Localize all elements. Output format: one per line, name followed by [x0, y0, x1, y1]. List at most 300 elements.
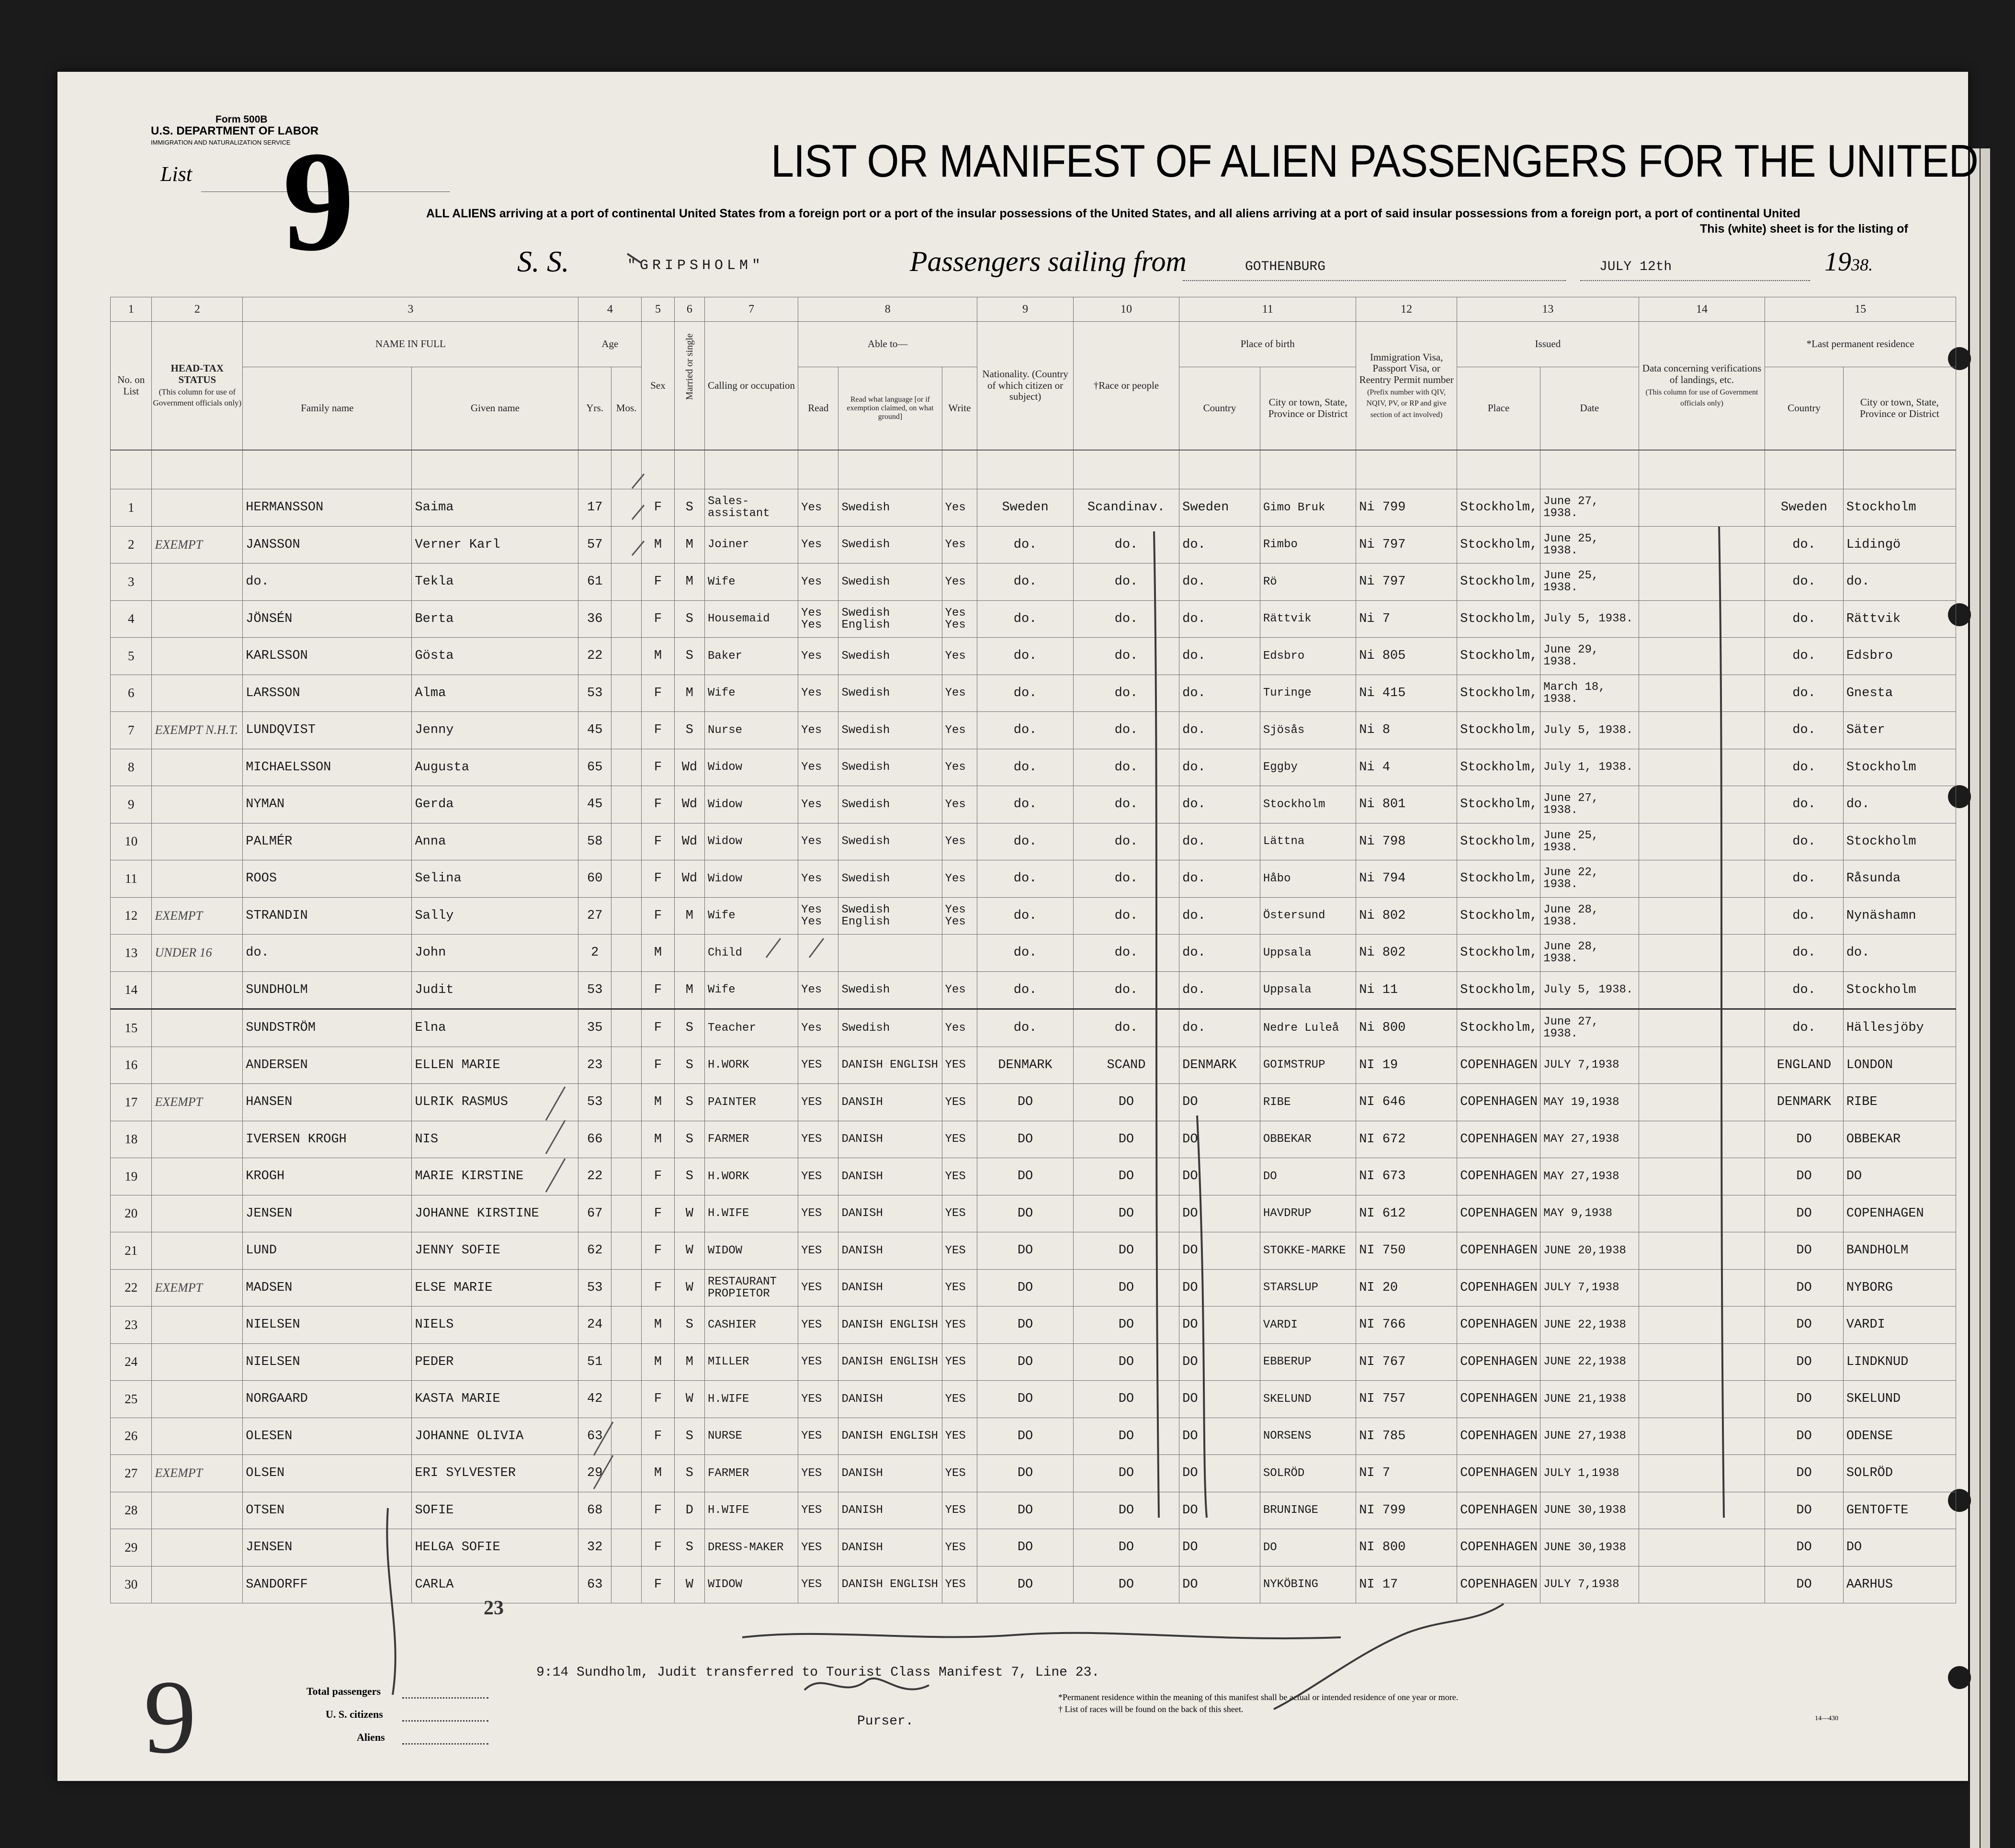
marital-status: M	[674, 526, 704, 563]
can-read: YES	[798, 1121, 838, 1158]
occupation: Wife	[705, 897, 798, 935]
can-write: Yes	[942, 749, 977, 786]
completion-scribble	[742, 1633, 1341, 1638]
issued-place: COPENHAGEN	[1457, 1566, 1540, 1603]
residence-city: RIBE	[1843, 1084, 1956, 1121]
row-number: 8	[111, 749, 152, 786]
issued-place: COPENHAGEN	[1457, 1121, 1540, 1158]
visa-number: Ni 415	[1356, 675, 1457, 712]
marital-status: S	[674, 1307, 704, 1344]
sex: F	[642, 1009, 675, 1047]
nationality: do.	[977, 786, 1073, 823]
nationality: DO	[977, 1121, 1073, 1158]
birth-country: do.	[1179, 638, 1260, 675]
race: DO	[1073, 1566, 1179, 1603]
row-number: 6	[111, 675, 152, 712]
issued-place: COPENHAGEN	[1457, 1529, 1540, 1566]
birth-country: do.	[1179, 823, 1260, 860]
purser-label: Purser.	[857, 1714, 914, 1729]
nationality: do.	[977, 823, 1073, 860]
race: do.	[1073, 600, 1179, 638]
read-language: Swedish	[838, 749, 942, 786]
race: DO	[1073, 1195, 1179, 1232]
birth-city: Gimo Bruk	[1260, 489, 1356, 527]
residence-country: Sweden	[1765, 489, 1843, 527]
row-number: 7	[111, 712, 152, 749]
residence-country: DO	[1765, 1121, 1843, 1158]
residence-city: ODENSE	[1843, 1418, 1956, 1455]
birth-city: Uppsala	[1260, 935, 1356, 972]
residence-city: LONDON	[1843, 1047, 1956, 1084]
manifest-subtitle-2: This (white) sheet is for the listing of	[1700, 222, 1908, 236]
nationality: DO	[977, 1269, 1073, 1307]
sex: F	[642, 1566, 675, 1603]
family-name: LARSSON	[243, 675, 412, 712]
header-birth-city: City or town, State, Province or District	[1260, 367, 1356, 451]
nationality: DO	[977, 1232, 1073, 1270]
marital-status: W	[674, 1381, 704, 1418]
race: DO	[1073, 1455, 1179, 1492]
transfer-note: 9:14 Sundholm, Judit transferred to Tourist Class Manifest 7, Line 23.	[536, 1665, 1100, 1680]
given-name: Gerda	[412, 786, 578, 823]
family-name: HANSEN	[243, 1084, 412, 1121]
row-number: 15	[111, 1009, 152, 1047]
read-language: Swedish	[838, 638, 942, 675]
residence-city: Stockholm	[1843, 823, 1956, 860]
visa-number: NI 767	[1356, 1343, 1457, 1381]
residence-city: do.	[1843, 935, 1956, 972]
can-read: YES	[798, 1566, 838, 1603]
can-read: Yes	[798, 563, 838, 601]
column-number: 15	[1765, 297, 1956, 322]
official-signature	[1274, 1604, 1504, 1709]
marital-status: S	[674, 712, 704, 749]
race: DO	[1073, 1307, 1179, 1344]
birth-country: do.	[1179, 526, 1260, 563]
residence-country: do.	[1765, 823, 1843, 860]
marital-status: M	[674, 1343, 704, 1381]
can-read: Yes	[798, 712, 838, 749]
birth-city: OBBEKAR	[1260, 1121, 1356, 1158]
marital-status: M	[674, 563, 704, 601]
age-years: 32	[578, 1529, 611, 1566]
birth-country: do.	[1179, 712, 1260, 749]
marital-status: S	[674, 1047, 704, 1084]
residence-country: DO	[1765, 1492, 1843, 1529]
header-family-name: Family name	[243, 367, 412, 451]
marital-status: S	[674, 638, 704, 675]
row-number: 20	[111, 1195, 152, 1232]
issued-date: MAY 27,1938	[1540, 1158, 1639, 1195]
nationality: DO	[977, 1566, 1073, 1603]
issued-place: Stockholm,	[1457, 749, 1540, 786]
total-passengers-label: Total passengers	[306, 1685, 381, 1697]
birth-city: GOIMSTRUP	[1260, 1047, 1356, 1084]
residence-country: DENMARK	[1765, 1084, 1843, 1121]
issued-date: JULY 7,1938	[1540, 1269, 1639, 1307]
residence-country: do.	[1765, 935, 1843, 972]
column-number: 8	[798, 297, 977, 322]
residence-city: SOLRÖD	[1843, 1455, 1956, 1492]
stamp-count: 23	[484, 1597, 504, 1619]
issued-place: COPENHAGEN	[1457, 1381, 1540, 1418]
given-name: CARLA	[412, 1566, 578, 1603]
birth-country: DENMARK	[1179, 1047, 1260, 1084]
nationality: DO	[977, 1455, 1073, 1492]
nationality: do.	[977, 563, 1073, 601]
can-write: YES	[942, 1195, 977, 1232]
occupation: Teacher	[705, 1009, 798, 1047]
nationality: DO	[977, 1343, 1073, 1381]
occupation: NURSE	[705, 1418, 798, 1455]
residence-country: DO	[1765, 1529, 1843, 1566]
sex: F	[642, 1269, 675, 1307]
birth-country: do.	[1179, 786, 1260, 823]
nationality: DO	[977, 1529, 1073, 1566]
residence-country: do.	[1765, 786, 1843, 823]
can-write: YES	[942, 1047, 977, 1084]
birth-country: do.	[1179, 600, 1260, 638]
issued-place: Stockholm,	[1457, 675, 1540, 712]
occupation: RESTAURANT PROPIETOR	[705, 1269, 798, 1307]
residence-city: Gnesta	[1843, 675, 1956, 712]
header-res-city: City or town, State, Province or District	[1843, 367, 1956, 451]
given-name: Gösta	[412, 638, 578, 675]
family-name: ANDERSEN	[243, 1047, 412, 1084]
residence-city: Rättvik	[1843, 600, 1956, 638]
age-years: 36	[578, 600, 611, 638]
residence-city: LINDKNUD	[1843, 1343, 1956, 1381]
residence-country: do.	[1765, 563, 1843, 601]
age-years: 53	[578, 1084, 611, 1121]
can-write: YES	[942, 1269, 977, 1307]
age-years: 24	[578, 1307, 611, 1344]
given-name: Alma	[412, 675, 578, 712]
birth-city: VARDI	[1260, 1307, 1356, 1344]
issued-date: July 5, 1938.	[1540, 600, 1639, 638]
departure-date: JULY 12th	[1599, 259, 1672, 274]
residence-city: Stockholm	[1843, 749, 1956, 786]
issued-place: Stockholm,	[1457, 638, 1540, 675]
given-name: JENNY SOFIE	[412, 1232, 578, 1270]
race: do.	[1073, 712, 1179, 749]
issued-place: Stockholm,	[1457, 786, 1540, 823]
form-number: Form 500B	[215, 114, 268, 125]
birth-city: SOLRÖD	[1260, 1455, 1356, 1492]
issued-date: JUNE 30,1938	[1540, 1529, 1639, 1566]
read-language: DANISH	[838, 1269, 942, 1307]
header-residence: *Last permanent residence	[1765, 322, 1956, 367]
occupation: WIDOW	[705, 1566, 798, 1603]
read-language: Swedish English	[838, 897, 942, 935]
visa-number: NI 766	[1356, 1307, 1457, 1344]
nationality: do.	[977, 860, 1073, 898]
vessel-prefix: S. S.	[517, 246, 569, 278]
birth-country: DO	[1179, 1269, 1260, 1307]
birth-country: DO	[1179, 1381, 1260, 1418]
list-label: List	[160, 162, 192, 186]
header-issued-place: Place	[1457, 367, 1540, 451]
residence-country: do.	[1765, 860, 1843, 898]
residence-city: Lidingö	[1843, 526, 1956, 563]
issued-date: June 25, 1938.	[1540, 526, 1639, 563]
issued-place: COPENHAGEN	[1457, 1307, 1540, 1344]
residence-country: do.	[1765, 749, 1843, 786]
header-married: Married or single	[674, 322, 704, 451]
sex: F	[642, 1529, 675, 1566]
birth-city: HAVDRUP	[1260, 1195, 1356, 1232]
occupation: FARMER	[705, 1455, 798, 1492]
nationality: DO	[977, 1158, 1073, 1195]
given-name: Tekla	[412, 563, 578, 601]
residence-country: do.	[1765, 897, 1843, 935]
row-number: 18	[111, 1121, 152, 1158]
residence-city: NYBORG	[1843, 1269, 1956, 1307]
issued-place: Stockholm,	[1457, 712, 1540, 749]
given-name: ULRIK RASMUS	[412, 1084, 578, 1121]
visa-number: NI 750	[1356, 1232, 1457, 1270]
age-years: 68	[578, 1492, 611, 1529]
visa-number: NI 800	[1356, 1529, 1457, 1566]
footnote-residence: *Permanent residence within the meaning of this manifest shall be actual or intended residence of one year or more.	[1058, 1692, 1459, 1702]
given-name: HELGA SOFIE	[412, 1529, 578, 1566]
read-language: Swedish	[838, 823, 942, 860]
residence-country: DO	[1765, 1343, 1843, 1381]
header-name-in-full: NAME IN FULL	[243, 322, 578, 367]
issued-date: JUNE 22,1938	[1540, 1307, 1639, 1344]
head-tax-status: EXEMPT N.H.T.	[152, 712, 243, 749]
nationality: DO	[977, 1381, 1073, 1418]
header-head-tax: HEAD-TAX STATUS (This column for use of Government officials only)	[152, 322, 243, 451]
header-verification: Data concerning verifications of landings, etc. (This column for use of Government officials only)	[1639, 322, 1765, 451]
manifest-title: LIST OR MANIFEST OF ALIEN PASSENGERS FOR THE UNITED	[771, 135, 1978, 187]
family-name: LUND	[243, 1232, 412, 1270]
issued-date: JUNE 27,1938	[1540, 1418, 1639, 1455]
given-name: PEDER	[412, 1343, 578, 1381]
header-place-of-birth: Place of birth	[1179, 322, 1356, 367]
visa-number: Ni 797	[1356, 526, 1457, 563]
given-name: NIS	[412, 1121, 578, 1158]
occupation: H.WIFE	[705, 1195, 798, 1232]
race: DO	[1073, 1121, 1179, 1158]
residence-country: DO	[1765, 1455, 1843, 1492]
issued-place: COPENHAGEN	[1457, 1418, 1540, 1455]
row-number: 12	[111, 897, 152, 935]
can-write: YES	[942, 1084, 977, 1121]
residence-country: DO	[1765, 1307, 1843, 1344]
purser-signature	[804, 1679, 929, 1690]
issued-date: JULY 7,1938	[1540, 1047, 1639, 1084]
nationality: do.	[977, 712, 1073, 749]
nationality: do.	[977, 935, 1073, 972]
birth-city: Edsbro	[1260, 638, 1356, 675]
can-read: Yes Yes	[798, 600, 838, 638]
race: do.	[1073, 526, 1179, 563]
sex: F	[642, 1492, 675, 1529]
marital-status: Wd	[674, 823, 704, 860]
visa-number: NI 646	[1356, 1084, 1457, 1121]
issued-date: June 25, 1938.	[1540, 823, 1639, 860]
row-number: 25	[111, 1381, 152, 1418]
age-years: 62	[578, 1232, 611, 1270]
family-name: OTSEN	[243, 1492, 412, 1529]
head-tax-status: EXEMPT	[152, 897, 243, 935]
visa-number: Ni 797	[1356, 563, 1457, 601]
row-number: 4	[111, 600, 152, 638]
birth-city: STARSLUP	[1260, 1269, 1356, 1307]
family-name: LUNDQVIST	[243, 712, 412, 749]
departure-port: GOTHENBURG	[1245, 259, 1326, 274]
occupation: Widow	[705, 749, 798, 786]
race: DO	[1073, 1343, 1179, 1381]
residence-country: do.	[1765, 1009, 1843, 1047]
marital-status: Wd	[674, 860, 704, 898]
age-years: 51	[578, 1343, 611, 1381]
visa-number: NI 757	[1356, 1381, 1457, 1418]
row-number: 3	[111, 563, 152, 601]
marital-status: Wd	[674, 749, 704, 786]
can-write: Yes	[942, 489, 977, 527]
can-read: Yes	[798, 638, 838, 675]
visa-number: NI 17	[1356, 1566, 1457, 1603]
row-number: 14	[111, 971, 152, 1009]
marital-status: M	[674, 675, 704, 712]
given-name: JOHANNE KIRSTINE	[412, 1195, 578, 1232]
issued-place: Stockholm,	[1457, 897, 1540, 935]
marital-status: W	[674, 1195, 704, 1232]
read-language: DANISH	[838, 1158, 942, 1195]
race: do.	[1073, 786, 1179, 823]
race: do.	[1073, 823, 1179, 860]
departure-year: 1938.	[1824, 247, 1873, 277]
issued-place: Stockholm,	[1457, 935, 1540, 972]
row-number: 26	[111, 1418, 152, 1455]
visa-number: Ni 4	[1356, 749, 1457, 786]
row-number: 28	[111, 1492, 152, 1529]
sex: F	[642, 600, 675, 638]
family-name: IVERSEN KROGH	[243, 1121, 412, 1158]
visa-number: NI 20	[1356, 1269, 1457, 1307]
given-name: Augusta	[412, 749, 578, 786]
family-name: JENSEN	[243, 1529, 412, 1566]
sex: M	[642, 1455, 675, 1492]
header-race: †Race or people	[1073, 322, 1179, 451]
sex: F	[642, 1047, 675, 1084]
sex: F	[642, 786, 675, 823]
header-yrs: Yrs.	[578, 367, 611, 451]
residence-country: DO	[1765, 1269, 1843, 1307]
nationality: do.	[977, 1009, 1073, 1047]
marital-status: S	[674, 1455, 704, 1492]
family-name: KROGH	[243, 1158, 412, 1195]
age-years: 67	[578, 1195, 611, 1232]
issued-place: Stockholm,	[1457, 526, 1540, 563]
sex: F	[642, 563, 675, 601]
department: U.S. DEPARTMENT OF LABOR	[151, 124, 319, 137]
can-write: YES	[942, 1492, 977, 1529]
age-years: 17	[578, 489, 611, 527]
column-number: 6	[674, 297, 704, 322]
row-number: 23	[111, 1307, 152, 1344]
can-write: YES	[942, 1307, 977, 1344]
birth-country: DO	[1179, 1232, 1260, 1270]
residence-city: DO	[1843, 1529, 1956, 1566]
can-write: YES	[942, 1343, 977, 1381]
row-number: 13	[111, 935, 152, 972]
marital-status: S	[674, 600, 704, 638]
list-number: 9	[283, 122, 354, 281]
family-name: MADSEN	[243, 1269, 412, 1307]
sex: F	[642, 1418, 675, 1455]
marital-status: W	[674, 1566, 704, 1603]
nationality: DO	[977, 1492, 1073, 1529]
row-number: 30	[111, 1566, 152, 1603]
given-name: MARIE KIRSTINE	[412, 1158, 578, 1195]
birth-city: SKELUND	[1260, 1381, 1356, 1418]
race: do.	[1073, 860, 1179, 898]
header-calling: Calling or occupation	[705, 322, 798, 451]
row-number: 10	[111, 823, 152, 860]
birth-country: DO	[1179, 1492, 1260, 1529]
given-name: JOHANNE OLIVIA	[412, 1418, 578, 1455]
residence-city: Hällesjöby	[1843, 1009, 1956, 1047]
nationality: do.	[977, 638, 1073, 675]
race: DO	[1073, 1529, 1179, 1566]
residence-country: ENGLAND	[1765, 1047, 1843, 1084]
header-able-to: Able to—	[798, 322, 977, 367]
birth-city: Sjösås	[1260, 712, 1356, 749]
birth-city: Lättna	[1260, 823, 1356, 860]
can-read: YES	[798, 1195, 838, 1232]
issued-date: MAY 19,1938	[1540, 1084, 1639, 1121]
nationality: DO	[977, 1307, 1073, 1344]
birth-country: DO	[1179, 1121, 1260, 1158]
sex: M	[642, 1343, 675, 1381]
given-name: Saima	[412, 489, 578, 527]
residence-country: do.	[1765, 638, 1843, 675]
birth-country: DO	[1179, 1084, 1260, 1121]
header-write: Write	[942, 367, 977, 451]
issued-place: Stockholm,	[1457, 860, 1540, 898]
sex: M	[642, 526, 675, 563]
header-no-on-list: No. on List	[111, 322, 152, 451]
race: do.	[1073, 563, 1179, 601]
handwritten-annotations	[57, 72, 1968, 1781]
can-read: YES	[798, 1492, 838, 1529]
can-read: Yes	[798, 971, 838, 1009]
row-number: 5	[111, 638, 152, 675]
residence-city: Stockholm	[1843, 971, 1956, 1009]
header-issued-date: Date	[1540, 367, 1639, 451]
can-read: Yes	[798, 489, 838, 527]
row-number: 27	[111, 1455, 152, 1492]
read-language: DANISH	[838, 1529, 942, 1566]
issued-place: COPENHAGEN	[1457, 1047, 1540, 1084]
visa-number: Ni 794	[1356, 860, 1457, 898]
residence-country: DO	[1765, 1232, 1843, 1270]
race: DO	[1073, 1269, 1179, 1307]
birth-city: BRUNINGE	[1260, 1492, 1356, 1529]
handwritten-list-number: 9	[144, 1658, 196, 1775]
pencil-marks	[387, 254, 1724, 1709]
family-name: NORGAARD	[243, 1381, 412, 1418]
header-res-country: Country	[1765, 367, 1843, 451]
issued-date: JULY 1,1938	[1540, 1455, 1639, 1492]
residence-city: SKELUND	[1843, 1381, 1956, 1418]
issued-date: June 28, 1938.	[1540, 935, 1639, 972]
birth-country: do.	[1179, 971, 1260, 1009]
marital-status: D	[674, 1492, 704, 1529]
